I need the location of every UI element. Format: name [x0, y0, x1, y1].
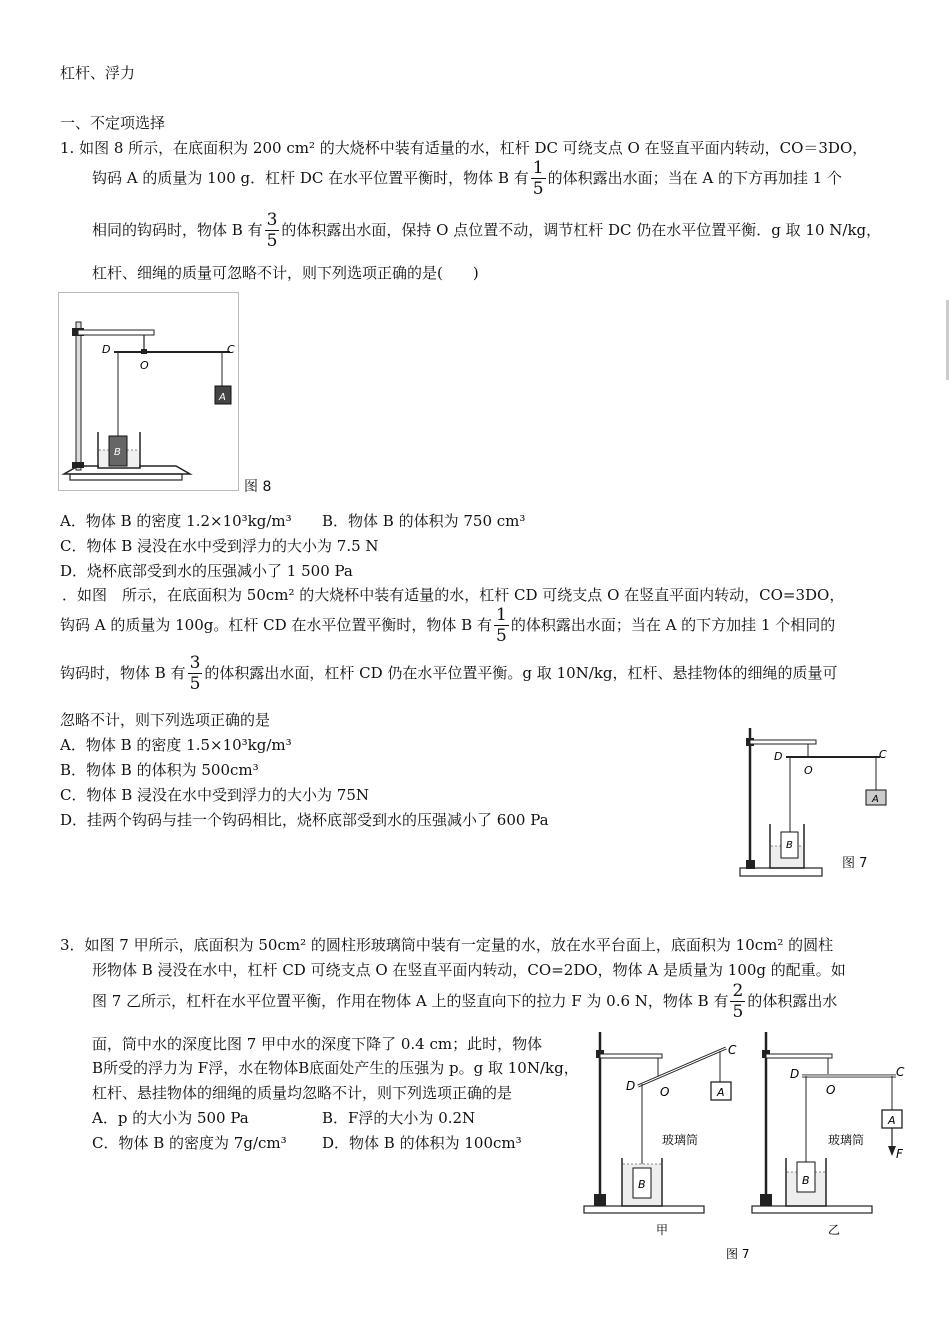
figure-7-caption-q3: 图 7	[726, 1247, 750, 1261]
figure-7-caption-q2: 图 7	[842, 856, 868, 871]
label-B: B	[114, 447, 121, 458]
fraction-one-fifth: $\frac{1}{5}$	[532, 158, 544, 199]
q3-line-3b: 的体积露出水	[747, 992, 838, 1010]
label-yi: 乙	[828, 1223, 841, 1237]
q3-line-6: 杠杆、悬挂物体的细绳的质量均忽略不计，则下列选项正确的是	[92, 1084, 513, 1102]
label-C: C	[879, 748, 887, 761]
q2-option-c: C．物体 B 浸没在水中受到浮力的大小为 75N	[60, 786, 370, 804]
q3-option-c: C．物体 B 的密度为 7g/cm³	[92, 1134, 287, 1152]
fraction-three-fifths: $\frac{3}{5}$	[189, 653, 201, 694]
q2-option-a: A．物体 B 的密度 1.5×10³kg/m³	[60, 736, 292, 754]
tube-label-yi: 玻璃筒	[828, 1133, 865, 1147]
q1-option-c: C．物体 B 浸没在水中受到浮力的大小为 7.5 N	[60, 537, 379, 555]
label-D: D	[626, 1079, 636, 1093]
q1-option-b: B．物体 B 的体积为 750 cm³	[322, 512, 526, 530]
q1-option-d: D．烧杯底部受到水的压强减小了 1 500 Pa	[60, 562, 353, 580]
q2-option-d: D．挂两个钩码与挂一个钩码相比，烧杯底部受到水的压强减小了 600 Pa	[60, 811, 549, 829]
label-A: A	[872, 794, 879, 805]
label-C: C	[896, 1065, 905, 1079]
q1-line-4: 杠杆、细绳的质量可忽略不计，则下列选项正确的是( )	[92, 264, 479, 282]
label-C: C	[227, 343, 235, 356]
figure-8-caption: 图 8	[244, 479, 272, 495]
q2-line-2a: 钩码 A 的质量为 100g。杠杆 CD 在水平位置平衡时，物体 B 有	[60, 616, 492, 634]
q3-line-4: 面，筒中水的深度比图 7 甲中水的深度下降了 0.4 cm；此时，物体	[92, 1035, 543, 1053]
page-title: 杠杆、浮力	[60, 64, 136, 82]
q1-option-a: A．物体 B 的密度 1.2×10³kg/m³	[60, 512, 292, 530]
q2-line-1: ．如图 所示，在底面积为 50cm² 的大烧杯中装有适量的水，杠杆 CD 可绕支点 O 在竖直平面内转动，CO=3DO，	[62, 586, 845, 604]
label-D: D	[774, 750, 783, 763]
label-O: O	[804, 764, 813, 777]
q1-line-2	[92, 160, 842, 198]
label-A: A	[888, 1114, 896, 1127]
q1-line-3	[92, 212, 881, 250]
label-O: O	[826, 1083, 836, 1097]
q2-line-2	[60, 607, 835, 645]
q3-line-2: 形物体 B 浸没在水中，杠杆 CD 可绕支点 O 在竖直平面内转动，CO=2DO，物体 A 是质量为 100g 的配重。如	[92, 961, 846, 979]
q3-line-5: B所受的浮力为 F浮，水在物体B底面处产生的压强为 p。g 取 10N/kg，	[92, 1059, 579, 1077]
q3-line-1: 3．如图 7 甲所示，底面积为 50cm² 的圆柱形玻璃筒中装有一定量的水，放在水平台面上，底面积为 10cm² 的圆柱	[60, 936, 834, 954]
q2-option-b: B．物体 B 的体积为 500cm³	[60, 761, 259, 779]
label-B: B	[638, 1178, 646, 1191]
q3-option-a: A．p 的大小为 500 Pa	[92, 1109, 249, 1127]
q3-option-b: B．F浮的大小为 0.2N	[322, 1109, 476, 1127]
fraction-one-fifth: $\frac{1}{5}$	[495, 605, 507, 646]
tube-label-jia: 玻璃筒	[662, 1133, 699, 1147]
q1-line-2b: 的体积露出水面；当在 A 的下方再加挂 1 个	[547, 169, 843, 187]
label-F: F	[896, 1147, 903, 1161]
q3-line-3a: 图 7 乙所示，杠杆在水平位置平衡，作用在物体 A 上的竖直向下的拉力 F 为 0.6 N，物体 B 有	[92, 992, 729, 1010]
label-A: A	[717, 1086, 725, 1099]
q3-line-3	[92, 983, 837, 1021]
label-C: C	[728, 1043, 737, 1057]
label-A: A	[219, 392, 226, 403]
label-B: B	[802, 1174, 810, 1187]
figure-7-jia-yi-diagram	[580, 1026, 920, 1262]
section-heading: 一、不定项选择	[60, 114, 166, 132]
figure-yi	[752, 1032, 905, 1237]
q3-option-d: D．物体 B 的体积为 100cm³	[322, 1134, 522, 1152]
scrollbar-thumb[interactable]	[946, 300, 949, 380]
q2-line-3a: 钩码时，物体 B 有	[60, 664, 186, 682]
fraction-three-fifths: $\frac{3}{5}$	[266, 210, 278, 251]
label-jia: 甲	[656, 1223, 669, 1237]
q2-line-3	[60, 655, 838, 693]
q2-line-2b: 的体积露出水面；当在 A 的下方加挂 1 个相同的	[510, 616, 836, 634]
label-D: D	[790, 1067, 800, 1081]
q1-line-1: 1. 如图 8 所示，在底面积为 200 cm² 的大烧杯中装有适量的水，杠杆 DC 可绕支点 O 在竖直平面内转动，CO＝3DO，	[60, 139, 868, 157]
q2-line-3b: 的体积露出水面，杠杆 CD 仍在水平位置平衡。g 取 10N/kg，杠杆、悬挂物体的细绳的质量可	[204, 664, 838, 682]
label-O: O	[660, 1085, 670, 1099]
q1-line-3b: 的体积露出水面，保持 O 点位置不动，调节杠杆 DC 仍在水平位置平衡．g 取 10 N/kg，	[281, 221, 882, 239]
figure-8-lever-diagram	[58, 292, 240, 492]
q1-line-3a: 相同的钩码时，物体 B 有	[92, 221, 263, 239]
figure-jia	[584, 1032, 737, 1237]
label-B: B	[786, 840, 793, 851]
figure-7-lever-diagram	[738, 720, 898, 882]
q1-line-2a: 钩码 A 的质量为 100 g．杠杆 DC 在水平位置平衡时，物体 B 有	[92, 169, 529, 187]
q2-line-4: 忽略不计，则下列选项正确的是	[60, 711, 271, 729]
fraction-two-fifths: $\frac{2}{5}$	[732, 981, 744, 1022]
label-O: O	[140, 359, 149, 372]
label-D: D	[102, 343, 111, 356]
